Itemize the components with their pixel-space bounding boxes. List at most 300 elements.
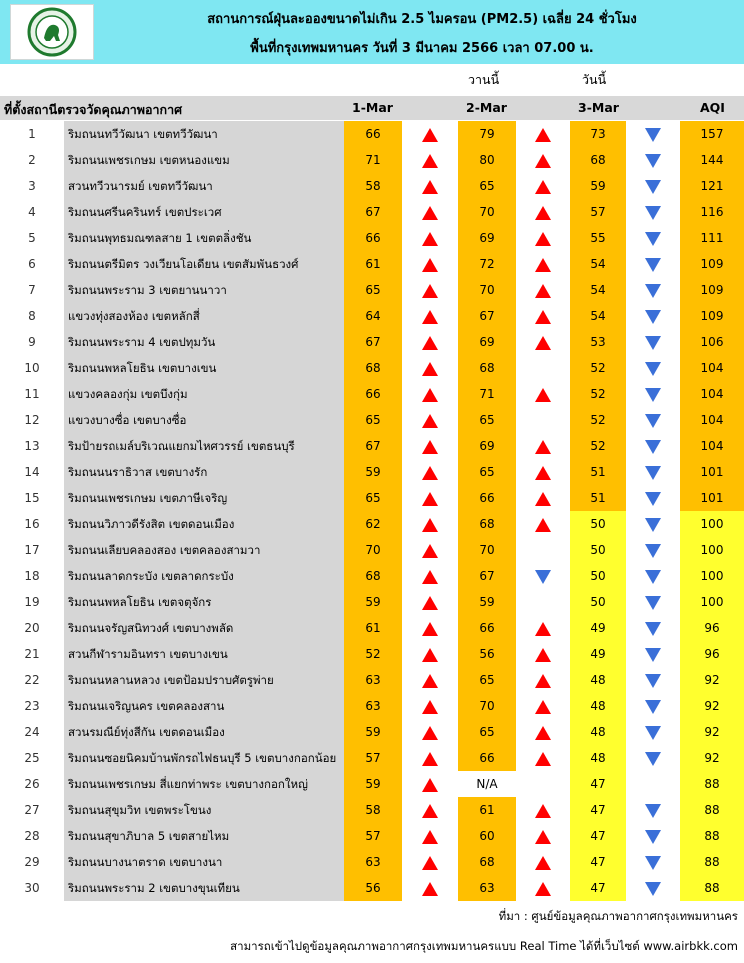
- trend-day2: [516, 277, 570, 303]
- trend-day1: [402, 303, 458, 329]
- station-number: 1: [0, 121, 64, 147]
- station-location: สวนทวีวนารมย์ เขตทวีวัฒนา: [64, 173, 344, 199]
- trend-day1: [402, 277, 458, 303]
- pm25-value-day3: 49: [570, 641, 626, 667]
- station-location: สวนรมณีย์ทุ่งสีกัน เขตดอนเมือง: [64, 719, 344, 745]
- pm25-value-day2: 65: [458, 407, 516, 433]
- station-number: 17: [0, 537, 64, 563]
- up-arrow-icon: [535, 726, 551, 740]
- trend-day1: [402, 251, 458, 277]
- pm25-value-day2: 61: [458, 797, 516, 823]
- pm25-value-day2: 68: [458, 511, 516, 537]
- table-row: [0, 277, 744, 303]
- pm25-value-day1: 59: [344, 459, 402, 485]
- station-location: ริมถนนเพชรเกษม เขตภาษีเจริญ: [64, 485, 344, 511]
- pm25-value-day3: 52: [570, 407, 626, 433]
- station-location: ริมถนนลาดกระบัง เขตลาดกระบัง: [64, 563, 344, 589]
- station-number: 14: [0, 459, 64, 485]
- pm25-value-day1: 71: [344, 147, 402, 173]
- trend-day1: [402, 771, 458, 797]
- trend-day1: [402, 459, 458, 485]
- station-number: 3: [0, 173, 64, 199]
- pm25-value-day1: 70: [344, 537, 402, 563]
- station-location: ริมถนนซอยนิคมบ้านพักรถไฟธนบุรี 5 เขตบางกอกน้อย: [64, 745, 344, 771]
- trend-day3: [626, 251, 680, 277]
- down-arrow-icon: [645, 544, 661, 558]
- pm25-value-day1: 65: [344, 407, 402, 433]
- up-arrow-icon: [535, 206, 551, 220]
- footer-note: สามารถเข้าไปดูข้อมูลคุณภาพอากาศกรุงเทพมหานครแบบ Real Time ได้ที่เว็บไซต์ www.airbkk.com: [230, 939, 738, 953]
- trend-day3: [626, 355, 680, 381]
- pm25-value-day3: 50: [570, 563, 626, 589]
- trend-day1: [402, 433, 458, 459]
- up-arrow-icon: [422, 648, 438, 662]
- today-label: วันนี้: [582, 72, 607, 87]
- aqi-value: 88: [680, 797, 744, 823]
- trend-day2: [516, 641, 570, 667]
- station-location: ริมถนนจรัญสนิทวงศ์ เขตบางพลัด: [64, 615, 344, 641]
- down-arrow-icon: [645, 284, 661, 298]
- trend-day2: [516, 459, 570, 485]
- pm25-value-day3: 73: [570, 121, 626, 147]
- pm25-value-day1: 59: [344, 719, 402, 745]
- station-number: 29: [0, 849, 64, 875]
- trend-day2: [516, 485, 570, 511]
- trend-day1: [402, 797, 458, 823]
- trend-day1: [402, 407, 458, 433]
- table-row: [0, 225, 744, 251]
- table-row: [0, 771, 744, 797]
- pm25-value-day2: 66: [458, 615, 516, 641]
- down-arrow-icon: [645, 700, 661, 714]
- table-row: [0, 719, 744, 745]
- station-number: 28: [0, 823, 64, 849]
- aqi-value: 100: [680, 589, 744, 615]
- down-arrow-icon: [645, 752, 661, 766]
- up-arrow-icon: [422, 440, 438, 454]
- pm25-value-day2: 67: [458, 563, 516, 589]
- pm25-value-day2: 70: [458, 693, 516, 719]
- pm25-value-day3: 48: [570, 667, 626, 693]
- pm25-value-day3: 52: [570, 381, 626, 407]
- trend-day1: [402, 641, 458, 667]
- trend-day1: [402, 329, 458, 355]
- pm25-value-day1: 57: [344, 823, 402, 849]
- down-arrow-icon: [645, 674, 661, 688]
- pm25-value-day3: 54: [570, 277, 626, 303]
- table-row: [0, 797, 744, 823]
- pm25-value-day2: 66: [458, 745, 516, 771]
- trend-day3: [626, 589, 680, 615]
- trend-day3: [626, 849, 680, 875]
- table-row: [0, 589, 744, 615]
- table-row: [0, 875, 744, 901]
- pm25-value-day2: 68: [458, 849, 516, 875]
- trend-day3: [626, 745, 680, 771]
- station-location: ริมถนนพหลโยธิน เขตจตุจักร: [64, 589, 344, 615]
- station-number: 6: [0, 251, 64, 277]
- up-arrow-icon: [535, 752, 551, 766]
- trend-day1: [402, 355, 458, 381]
- down-arrow-icon: [645, 596, 661, 610]
- pm25-value-day1: 63: [344, 693, 402, 719]
- aqi-value: 104: [680, 433, 744, 459]
- table-row: [0, 511, 744, 537]
- station-location: ริมถนนพระราม 3 เขตยานนาวา: [64, 277, 344, 303]
- aqi-value: 88: [680, 875, 744, 901]
- table-row: [0, 485, 744, 511]
- aqi-value: 88: [680, 849, 744, 875]
- station-location: ริมถนนตรีมิตร วงเวียนโอเดียน เขตสัมพันธวงศ์: [64, 251, 344, 277]
- pm25-value-day2: 67: [458, 303, 516, 329]
- trend-day2: [516, 355, 570, 381]
- up-arrow-icon: [535, 388, 551, 402]
- up-arrow-icon: [422, 128, 438, 142]
- down-arrow-icon: [645, 258, 661, 272]
- trend-day2: [516, 693, 570, 719]
- pm25-value-day1: 59: [344, 589, 402, 615]
- aqi-value: 104: [680, 381, 744, 407]
- up-arrow-icon: [422, 622, 438, 636]
- pm25-value-day3: 47: [570, 771, 626, 797]
- pm25-value-day2: 71: [458, 381, 516, 407]
- up-arrow-icon: [422, 154, 438, 168]
- station-location: ริมถนนทวีวัฒนา เขตทวีวัฒนา: [64, 121, 344, 147]
- trend-day2: [516, 875, 570, 901]
- station-location: ริมถนนพหลโยธิน เขตบางเขน: [64, 355, 344, 381]
- up-arrow-icon: [422, 830, 438, 844]
- table-row: [0, 615, 744, 641]
- aqi-value: 100: [680, 511, 744, 537]
- trend-day2: [516, 771, 570, 797]
- pm25-value-day3: 53: [570, 329, 626, 355]
- trend-day1: [402, 693, 458, 719]
- table-row: [0, 147, 744, 173]
- table-row: [0, 407, 744, 433]
- pm25-value-day2: 80: [458, 147, 516, 173]
- station-number: 13: [0, 433, 64, 459]
- station-location: ริมป้ายรถเมล์บริเวณแยกมไหศวรรย์ เขตธนบุรี: [64, 433, 344, 459]
- aqi-value: 92: [680, 719, 744, 745]
- station-location: ริมถนนสุขาภิบาล 5 เขตสายไหม: [64, 823, 344, 849]
- pm25-value-day1: 52: [344, 641, 402, 667]
- pm25-value-day1: 59: [344, 771, 402, 797]
- pm25-value-day1: 63: [344, 849, 402, 875]
- pm25-value-day1: 66: [344, 381, 402, 407]
- aqi-value: 106: [680, 329, 744, 355]
- trend-day2: [516, 173, 570, 199]
- pm25-value-day1: 65: [344, 277, 402, 303]
- pm25-value-day1: 57: [344, 745, 402, 771]
- trend-day3: [626, 459, 680, 485]
- aqi-value: 111: [680, 225, 744, 251]
- up-arrow-icon: [422, 726, 438, 740]
- aqi-value: 144: [680, 147, 744, 173]
- up-arrow-icon: [535, 310, 551, 324]
- pm25-value-day3: 55: [570, 225, 626, 251]
- station-number: 12: [0, 407, 64, 433]
- table-row: [0, 251, 744, 277]
- trend-day1: [402, 745, 458, 771]
- station-number: 22: [0, 667, 64, 693]
- pm25-value-day1: 61: [344, 251, 402, 277]
- trend-day2: [516, 823, 570, 849]
- trend-day2: [516, 121, 570, 147]
- pm25-value-day2: 68: [458, 355, 516, 381]
- table-row: [0, 433, 744, 459]
- pm25-value-day1: 64: [344, 303, 402, 329]
- aqi-value: 92: [680, 745, 744, 771]
- pm25-value-day3: 59: [570, 173, 626, 199]
- trend-day1: [402, 537, 458, 563]
- trend-day2: [516, 407, 570, 433]
- trend-day3: [626, 225, 680, 251]
- pm25-value-day1: 67: [344, 329, 402, 355]
- trend-day2: [516, 225, 570, 251]
- up-arrow-icon: [422, 544, 438, 558]
- pm25-value-day1: 58: [344, 173, 402, 199]
- trend-day1: [402, 121, 458, 147]
- trend-day1: [402, 173, 458, 199]
- station-number: 8: [0, 303, 64, 329]
- pm25-value-day2: 56: [458, 641, 516, 667]
- station-location: ริมถนนสุขุมวิท เขตพระโขนง: [64, 797, 344, 823]
- aqi-value: 100: [680, 563, 744, 589]
- down-arrow-icon: [535, 570, 551, 584]
- up-arrow-icon: [535, 622, 551, 636]
- up-arrow-icon: [422, 466, 438, 480]
- pm25-value-day1: 56: [344, 875, 402, 901]
- trend-day2: [516, 745, 570, 771]
- pm25-value-day2: 65: [458, 667, 516, 693]
- station-number: 10: [0, 355, 64, 381]
- station-number: 16: [0, 511, 64, 537]
- trend-day1: [402, 849, 458, 875]
- pm25-value-day3: 54: [570, 251, 626, 277]
- station-number: 15: [0, 485, 64, 511]
- up-arrow-icon: [535, 466, 551, 480]
- trend-day3: [626, 693, 680, 719]
- station-number: 2: [0, 147, 64, 173]
- bma-logo: [10, 4, 94, 60]
- pm25-value-day1: 62: [344, 511, 402, 537]
- aqi-value: 96: [680, 615, 744, 641]
- pm25-value-day2: 70: [458, 199, 516, 225]
- pm25-value-day3: 49: [570, 615, 626, 641]
- station-number: 19: [0, 589, 64, 615]
- table-row: [0, 745, 744, 771]
- up-arrow-icon: [535, 882, 551, 896]
- trend-day3: [626, 303, 680, 329]
- down-arrow-icon: [645, 206, 661, 220]
- table-row: [0, 563, 744, 589]
- aqi-value: 121: [680, 173, 744, 199]
- down-arrow-icon: [645, 648, 661, 662]
- up-arrow-icon: [535, 180, 551, 194]
- station-number: 4: [0, 199, 64, 225]
- pm25-value-day2: 69: [458, 433, 516, 459]
- table-row: [0, 823, 744, 849]
- down-arrow-icon: [645, 154, 661, 168]
- up-arrow-icon: [535, 830, 551, 844]
- aqi-value: 104: [680, 355, 744, 381]
- up-arrow-icon: [535, 856, 551, 870]
- station-location: ริมถนนพุทธมณฑลสาย 1 เขตตลิ่งชัน: [64, 225, 344, 251]
- station-location: สวนกีฬารามอินทรา เขตบางเขน: [64, 641, 344, 667]
- station-number: 23: [0, 693, 64, 719]
- station-number: 18: [0, 563, 64, 589]
- aqi-value: 100: [680, 537, 744, 563]
- table-row: [0, 121, 744, 147]
- trend-day1: [402, 147, 458, 173]
- aqi-value: 96: [680, 641, 744, 667]
- trend-day1: [402, 511, 458, 537]
- station-location: แขวงทุ่งสองห้อง เขตหลักสี่: [64, 303, 344, 329]
- trend-day2: [516, 199, 570, 225]
- table-row: [0, 693, 744, 719]
- pm25-value-day2: 70: [458, 277, 516, 303]
- trend-day3: [626, 147, 680, 173]
- up-arrow-icon: [422, 778, 438, 792]
- station-number: 24: [0, 719, 64, 745]
- trend-day2: [516, 667, 570, 693]
- trend-day3: [626, 277, 680, 303]
- trend-day1: [402, 875, 458, 901]
- aqi-value: 109: [680, 277, 744, 303]
- down-arrow-icon: [645, 310, 661, 324]
- pm25-value-day3: 47: [570, 823, 626, 849]
- up-arrow-icon: [535, 648, 551, 662]
- trend-day1: [402, 199, 458, 225]
- pm25-value-day3: 47: [570, 849, 626, 875]
- down-arrow-icon: [645, 440, 661, 454]
- pm25-value-day2: 66: [458, 485, 516, 511]
- table-row: [0, 537, 744, 563]
- pm25-value-day1: 67: [344, 433, 402, 459]
- up-arrow-icon: [422, 674, 438, 688]
- aqi-value: 88: [680, 823, 744, 849]
- down-arrow-icon: [645, 518, 661, 532]
- trend-day3: [626, 667, 680, 693]
- down-arrow-icon: [645, 336, 661, 350]
- up-arrow-icon: [422, 180, 438, 194]
- trend-day1: [402, 823, 458, 849]
- up-arrow-icon: [535, 336, 551, 350]
- trend-day2: [516, 511, 570, 537]
- pm25-value-day3: 48: [570, 693, 626, 719]
- down-arrow-icon: [645, 882, 661, 896]
- down-arrow-icon: [645, 128, 661, 142]
- trend-day2: [516, 147, 570, 173]
- down-arrow-icon: [645, 232, 661, 246]
- up-arrow-icon: [422, 700, 438, 714]
- trend-day2: [516, 563, 570, 589]
- trend-day2: [516, 719, 570, 745]
- date2-column-header: 2-Mar: [466, 100, 507, 115]
- down-arrow-icon: [645, 856, 661, 870]
- aqi-value: 92: [680, 693, 744, 719]
- trend-day1: [402, 719, 458, 745]
- station-location: ริมถนนพระราม 4 เขตปทุมวัน: [64, 329, 344, 355]
- station-location: ริมถนนวิภาวดีรังสิต เขตดอนเมือง: [64, 511, 344, 537]
- pm25-value-day3: 52: [570, 355, 626, 381]
- down-arrow-icon: [645, 466, 661, 480]
- table-row: [0, 303, 744, 329]
- up-arrow-icon: [535, 128, 551, 142]
- pm25-value-day1: 63: [344, 667, 402, 693]
- trend-day3: [626, 875, 680, 901]
- aqi-value: 101: [680, 459, 744, 485]
- pm25-value-day1: 66: [344, 225, 402, 251]
- pm25-value-day2: N/A: [458, 771, 516, 797]
- down-arrow-icon: [645, 570, 661, 584]
- up-arrow-icon: [422, 596, 438, 610]
- table-row: [0, 667, 744, 693]
- trend-day3: [626, 121, 680, 147]
- up-arrow-icon: [422, 882, 438, 896]
- trend-day2: [516, 251, 570, 277]
- up-arrow-icon: [535, 674, 551, 688]
- pm25-value-day2: 63: [458, 875, 516, 901]
- pm25-value-day2: 79: [458, 121, 516, 147]
- trend-day1: [402, 589, 458, 615]
- up-arrow-icon: [422, 232, 438, 246]
- up-arrow-icon: [422, 362, 438, 376]
- date3-column-header: 3-Mar: [578, 100, 619, 115]
- station-number: 27: [0, 797, 64, 823]
- pm25-value-day2: 65: [458, 173, 516, 199]
- up-arrow-icon: [535, 804, 551, 818]
- down-arrow-icon: [645, 388, 661, 402]
- location-column-header: ที่ตั้งสถานีตรวจวัดคุณภาพอากาศ: [4, 102, 183, 117]
- table-row: [0, 329, 744, 355]
- up-arrow-icon: [422, 336, 438, 350]
- source-note: ที่มา : ศูนย์ข้อมูลคุณภาพอากาศกรุงเทพมหานคร: [498, 909, 738, 923]
- trend-day3: [626, 797, 680, 823]
- pm25-value-day2: 72: [458, 251, 516, 277]
- up-arrow-icon: [422, 414, 438, 428]
- pm25-value-day2: 60: [458, 823, 516, 849]
- date1-column-header: 1-Mar: [352, 100, 393, 115]
- trend-day2: [516, 303, 570, 329]
- pm25-value-day1: 67: [344, 199, 402, 225]
- up-arrow-icon: [422, 388, 438, 402]
- pm25-value-day3: 68: [570, 147, 626, 173]
- station-location: ริมถนนหลานหลวง เขตป้อมปราบศัตรูพ่าย: [64, 667, 344, 693]
- trend-day3: [626, 381, 680, 407]
- up-arrow-icon: [535, 154, 551, 168]
- pm25-value-day1: 66: [344, 121, 402, 147]
- table-row: [0, 355, 744, 381]
- trend-day3: [626, 433, 680, 459]
- station-location: ริมถนนนราธิวาส เขตบางรัก: [64, 459, 344, 485]
- up-arrow-icon: [422, 804, 438, 818]
- aqi-value: 109: [680, 251, 744, 277]
- station-location: ริมถนนเจริญนคร เขตคลองสาน: [64, 693, 344, 719]
- up-arrow-icon: [535, 492, 551, 506]
- report-subtitle: พื้นที่กรุงเทพมหานคร วันที่ 3 มีนาคม 2566 เวลา 07.00 น.: [250, 41, 594, 56]
- pm25-value-day2: 59: [458, 589, 516, 615]
- table-row: [0, 381, 744, 407]
- up-arrow-icon: [535, 258, 551, 272]
- up-arrow-icon: [422, 752, 438, 766]
- aqi-value: 157: [680, 121, 744, 147]
- trend-day3: [626, 199, 680, 225]
- pm25-value-day3: 48: [570, 719, 626, 745]
- trend-day3: [626, 563, 680, 589]
- up-arrow-icon: [422, 206, 438, 220]
- trend-day3: [626, 511, 680, 537]
